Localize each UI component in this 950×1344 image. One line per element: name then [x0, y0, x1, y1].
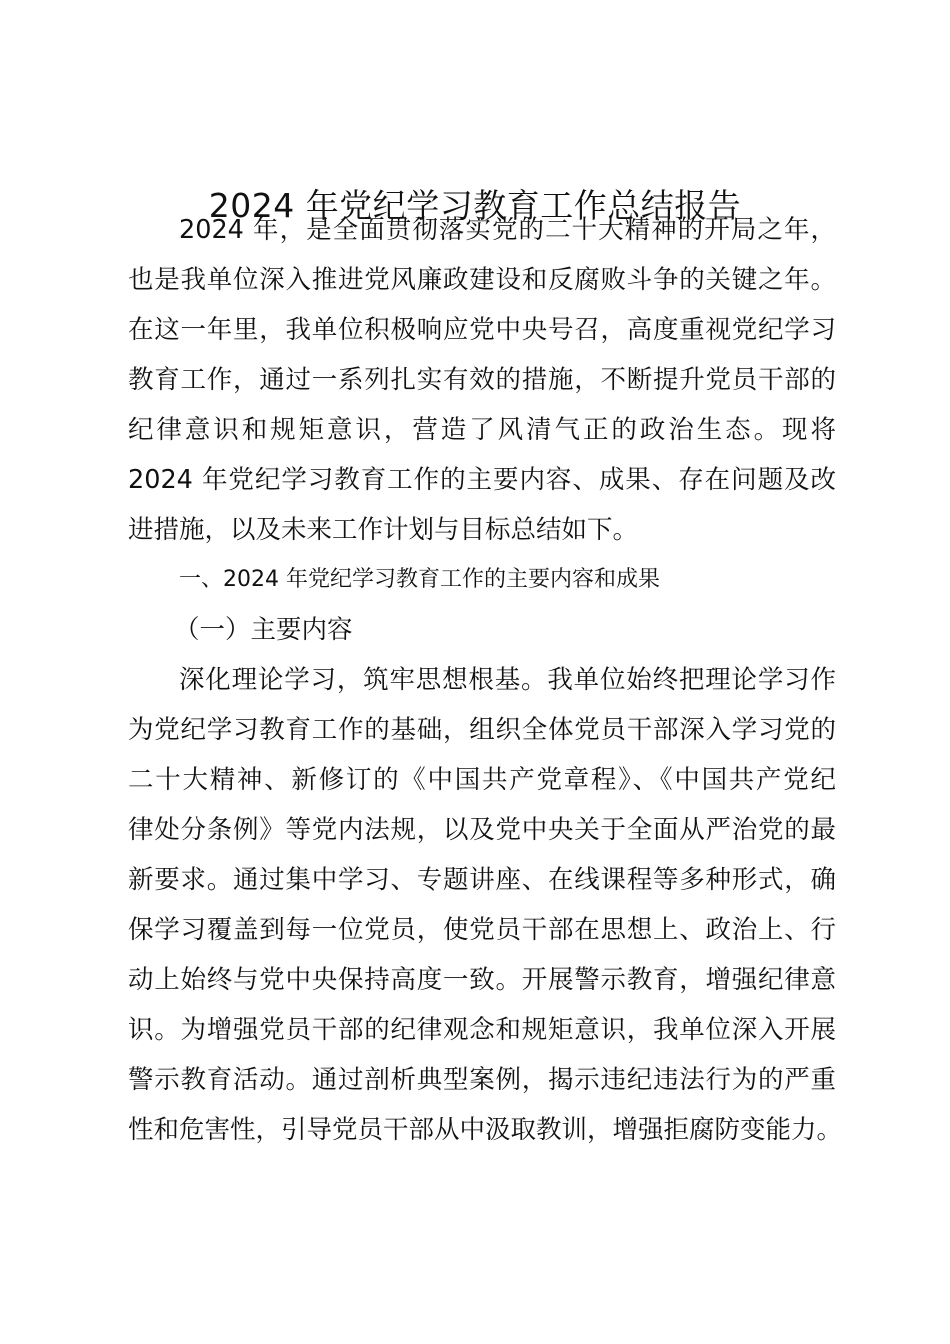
text-line: 识。为增强党员干部的纪律观念和规矩意识，我单位深入开展 [128, 1015, 836, 1045]
text-line: 2024 年，是全面贯彻落实党的二十大精神的开局之年， [179, 215, 836, 245]
text-line: 也是我单位深入推进党风廉政建设和反腐败斗争的关键之年。 [128, 265, 836, 295]
text-line: 性和危害性，引导党员干部从中汲取教训，增强拒腐防变能力。 [128, 1115, 843, 1145]
subsection-heading: （一）主要内容 [174, 615, 353, 645]
text-line: 纪律意识和规矩意识，营造了风清气正的政治生态。现将 [128, 415, 836, 445]
text-line: 为党纪学习教育工作的基础，组织全体党员干部深入学习党的 [128, 715, 836, 745]
text-line: 警示教育活动。通过剖析典型案例，揭示违纪违法行为的严重 [128, 1065, 836, 1095]
text-line: 动上始终与党中央保持高度一致。开展警示教育，增强纪律意 [128, 965, 836, 995]
text-line: 深化理论学习，筑牢思想根基。我单位始终把理论学习作 [179, 665, 836, 695]
text-line: 教育工作，通过一系列扎实有效的措施，不断提升党员干部的 [128, 365, 836, 395]
text-line: 新要求。通过集中学习、专题讲座、在线课程等多种形式，确 [128, 865, 836, 895]
text-line: 2024 年党纪学习教育工作的主要内容、成果、存在问题及改 [128, 465, 836, 495]
section-heading: 一、2024 年党纪学习教育工作的主要内容和成果 [179, 567, 660, 592]
document-title: 2024 年党纪学习教育工作总结报告 [208, 186, 742, 225]
text-line: 在这一年里，我单位积极响应党中央号召，高度重视党纪学习 [128, 315, 836, 345]
text-line: 二十大精神、新修订的《中国共产党章程》、《中国共产党纪 [128, 765, 836, 795]
document-body [128, 205, 843, 1155]
text-line: 律处分条例》等党内法规，以及党中央关于全面从严治党的最 [128, 815, 836, 845]
paragraph-main-content [128, 655, 843, 1155]
paragraph-intro [128, 205, 836, 555]
text-line: 进措施，以及未来工作计划与目标总结如下。 [128, 515, 639, 545]
text-line: 保学习覆盖到每一位党员，使党员干部在思想上、政治上、行 [128, 915, 836, 945]
